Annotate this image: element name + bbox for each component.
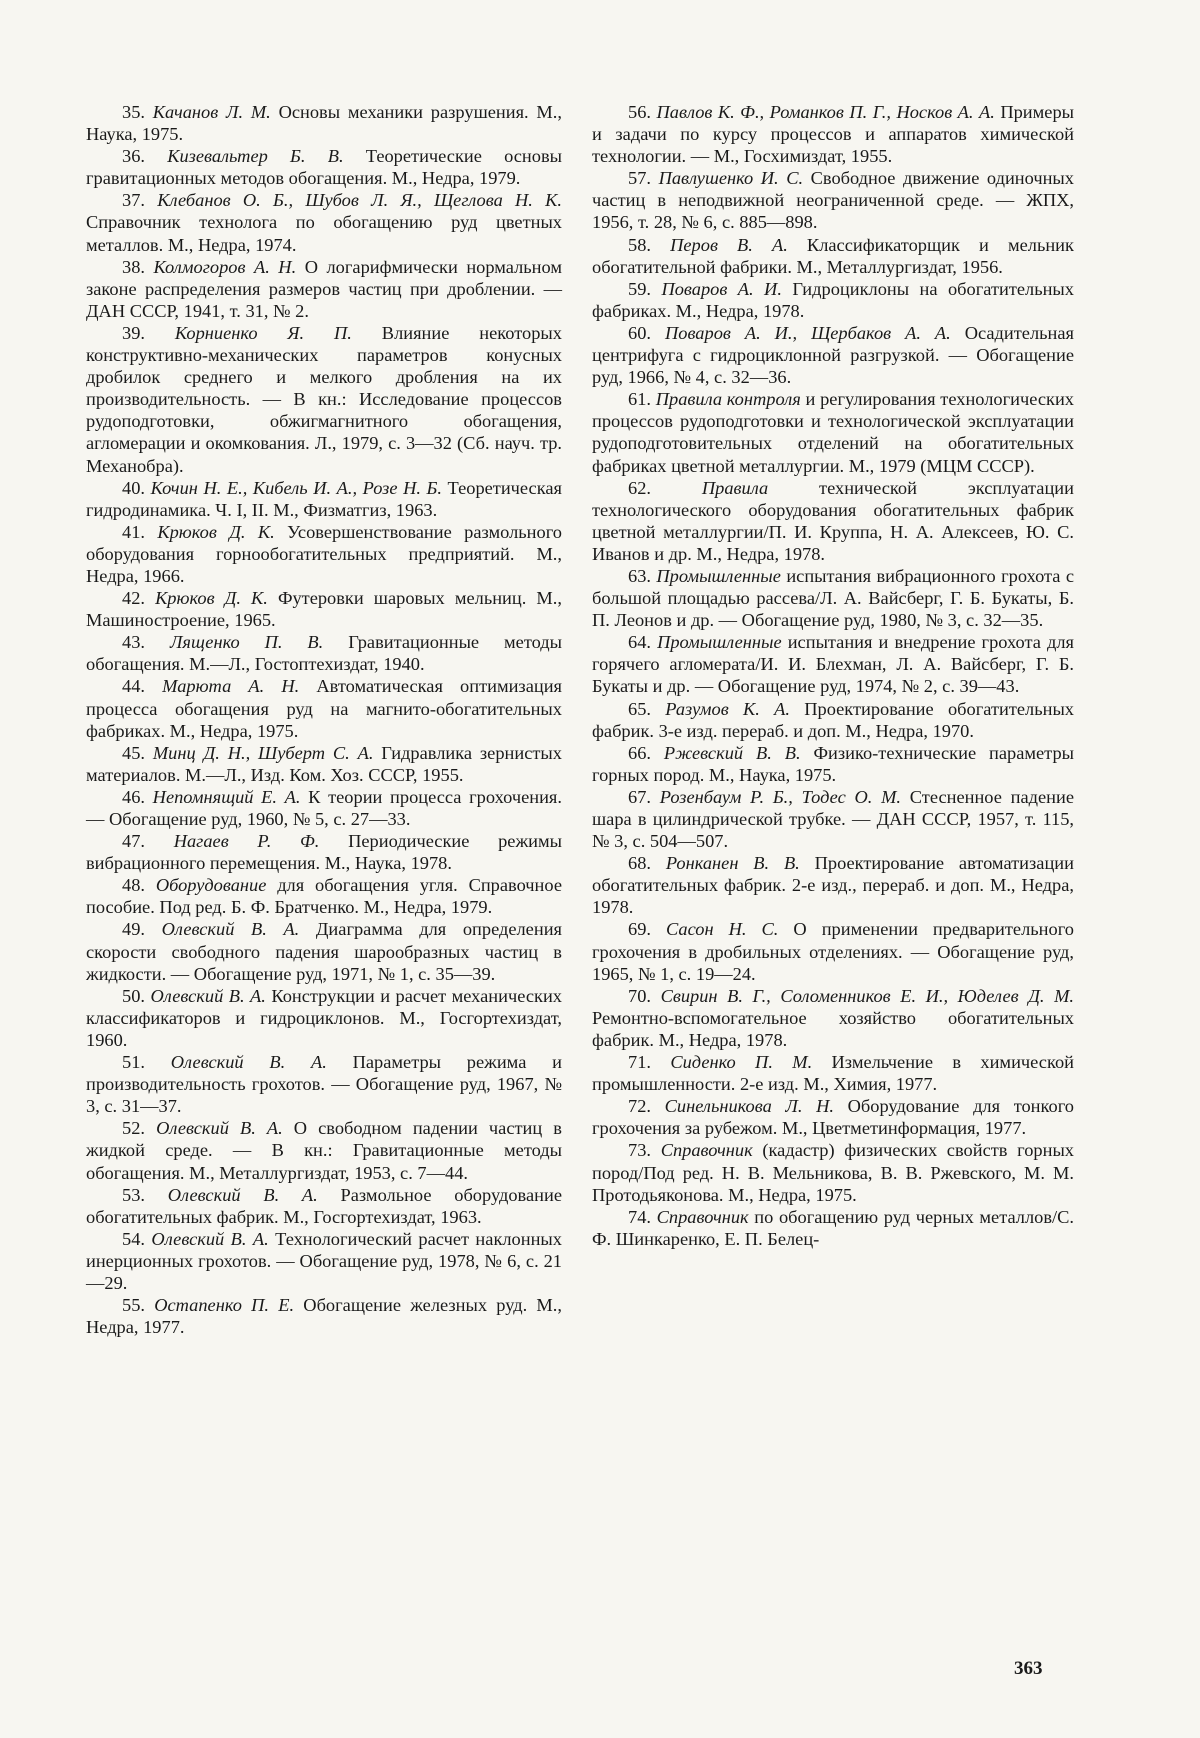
reference-entry: 72. Синельникова Л. Н. Оборудование для тонкого грохочения за рубежом. М., Цветметинформация, 1977. [592,1096,1075,1139]
reference-entry: 52. Олевский В. А. О свободном падении частиц в жидкой среде. — В кн.: Гравитационные методы обогащения. М., Металлургиздат, 1953, с. 7—44. [86,1118,562,1183]
reference-entry: 68. Ронканен В. В. Проектирование автоматизации обогатительных фабрик. 2-е изд., перераб. и доп. М., Недра, 1978. [592,853,1074,918]
reference-entry: 69. Сасон Н. С. О применении предварительного грохочения в дробильных отделениях. — Обогащение руд, 1965, № 1, с. 19—24. [592,919,1074,984]
bibliography-column-right [592,101,1074,1250]
reference-entry: 46. Непомнящий Е. А. К теории процесса грохочения. — Обогащение руд, 1960, № 5, с. 27—33. [86,786,562,829]
reference-entry: 49. Олевский В. А. Диаграмма для определения скорости свободного падения шарообразных частиц в жидкости. — Обогащение руд, 1971, № 1, с. 35—39. [86,919,562,984]
reference-entry: 50. Олевский В. А. Конструкции и расчет механических классификаторов и гидроциклонов. М., Госгортехиздат, 1960. [86,985,562,1050]
reference-entry: 53. Олевский В. А. Размольное оборудование обогатительных фабрик. М., Госгортехиздат, 1963. [86,1184,562,1227]
reference-entry: 59. Поваров А. И. Гидроциклоны на обогатительных фабриках. М., Недра, 1978. [592,278,1074,321]
reference-entry: 63. Промышленные испытания вибрационного грохота с большой площадью рассева/Л. А. Вайсберг, Г. Б. Букаты, Б. П. Леонов и др. — Обогащение руд, 1980, № 3, с. 32—35. [592,565,1074,631]
reference-entry: 62. Правила технической эксплуатации технологического оборудования обогатительных фабрик цветной металлургии/П. И. Круппа, Н. А. Алексеев, Ю. С. Иванов и др. М., Недра, 1978. [592,477,1074,564]
reference-entry: 41. Крюков Д. К. Усовершенствование размольного оборудования горнообогатительных предприятий. М., Недра, 1966. [86,521,562,586]
reference-entry: 65. Разумов К. А. Проектирование обогатительных фабрик. 3-е изд. перераб. и доп. М., Недра, 1970. [592,698,1074,741]
page-number: 363 [1014,1658,1043,1679]
reference-entry: 51. Олевский В. А. Параметры режима и производительность грохотов. — Обогащение руд, 1967, № 3, с. 31—37. [86,1052,562,1117]
reference-entry: 44. Марюта А. Н. Автоматическая оптимизация процесса обогащения руд на магнито-обогатительных фабриках. М., Недра, 1975. [86,676,563,741]
reference-entry: 64. Промышленные испытания и внедрение грохота для горячего агломерата/И. И. Блехман, Л. А. Вайсберг, Г. Б. Букаты и др. — Обогащение руд, 1974, № 2, с. 39—43. [592,632,1074,697]
reference-entry: 54. Олевский В. А. Технологический расчет наклонных инерционных грохотов. — Обогащение руд, 1978, № 6, с. 21—29. [86,1228,562,1293]
reference-entry: 36. Кизевальтер Б. В. Теоретические основы гравитационных методов обогащения. М., Недра, 1979. [86,146,562,189]
reference-entry: 42. Крюков Д. К. Футеровки шаровых мельниц. М., Машиностроение, 1965. [86,588,562,631]
reference-entry: 56. Павлов К. Ф., Романков П. Г., Носков А. А. Примеры и задачи по курсу процессов и аппаратов химической технологии. — М., Госхимиздат, 1955. [592,102,1074,167]
reference-entry: 43. Лященко П. В. Гравитационные методы обогащения. М.—Л., Гостоптехиздат, 1940. [86,632,563,675]
reference-entry: 40. Кочин Н. Е., Кибель И. А., Розе Н. Б. Теоретическая гидродинамика. Ч. I, II. М., Физматгиз, 1963. [86,477,562,520]
reference-entry: 73. Справочник (кадастр) физических свойств горных пород/Под ред. Н. В. Мельникова, В. В. Ржевского, М. М. Протодьяконова. М., Недра, 1975. [592,1140,1074,1205]
reference-entry: 47. Нагаев Р. Ф. Периодические режимы вибрационного перемещения. М., Наука, 1978. [86,831,562,874]
reference-entry: 37. Клебанов О. Б., Шубов Л. Я., Щеглова Н. К. Справочник технолога по обогащению руд цветных металлов. М., Недра, 1974. [86,190,562,255]
reference-entry: 57. Павлушенко И. С. Свободное движение одиночных частиц в неподвижной неограниченной среде. — ЖПХ, 1956, т. 28, № 6, с. 885—898. [592,168,1074,233]
reference-entry: 74. Справочник по обогащению руд черных металлов/С. Ф. Шинкаренко, Е. П. Белец- [592,1206,1074,1249]
reference-entry: 58. Перов В. А. Классификаторщик и мельник обогатительной фабрики. М., Металлургиздат, 1956. [592,234,1074,277]
reference-entry: 39. Корниенко Я. П. Влияние некоторых конструктивно-механических параметров конусных дробилок среднего и мелкого дробления на их производительность. — В кн.: Исследование процессов рудоподготовки, обжигмагнитного обогащения, агломерации и окомкования. Л., 1979, с. 3—32 (Сб. науч. тр. Механобра). [86,322,562,476]
reference-entry: 35. Качанов Л. М. Основы механики разрушения. М., Наука, 1975. [86,102,562,145]
reference-entry: 67. Розенбаум Р. Б., Тодес О. М. Стесненное падение шара в цилиндрической трубке. — ДАН СССР, 1957, т. 115, № 3, с. 504—507. [592,786,1074,852]
reference-entry: 60. Поваров А. И., Щербаков А. А. Осадительная центрифуга с гидроциклонной разгрузкой. — Обогащение руд, 1966, № 4, с. 32—36. [592,322,1074,388]
reference-entry: 38. Колмогоров А. Н. О логарифмически нормальном законе распределения размеров частиц при дроблении. — ДАН СССР, 1941, т. 31, № 2. [86,256,562,321]
reference-entry: 48. Оборудование для обогащения угля. Справочное пособие. Под ред. Б. Ф. Братченко. М., Недра, 1979. [86,875,562,918]
bibliography-column-left [86,101,562,1338]
reference-entry: 55. Остапенко П. Е. Обогащение железных руд. М., Недра, 1977. [86,1295,562,1338]
reference-entry: 70. Свирин В. Г., Соломенников Е. И., Юделев Д. М. Ремонтно-вспомогательное хозяйство обогатительных фабрик. М., Недра, 1978. [592,985,1074,1050]
reference-entry: 61. Правила контроля и регулирования технологических процессов рудоподготовки и технологической эксплуатации рудоподготовительных отделений на обогатительных фабриках цветной металлургии. М., 1979 (МЦМ СССР). [592,389,1074,476]
reference-entry: 71. Сиденко П. М. Измельчение в химической промышленности. 2-е изд. М., Химия, 1977. [592,1052,1074,1095]
reference-entry: 45. Минц Д. Н., Шуберт С. А. Гидравлика зернистых материалов. М.—Л., Изд. Ком. Хоз. СССР, 1955. [86,742,562,785]
reference-entry: 66. Ржевский В. В. Физико-технические параметры горных пород. М., Наука, 1975. [592,742,1074,785]
